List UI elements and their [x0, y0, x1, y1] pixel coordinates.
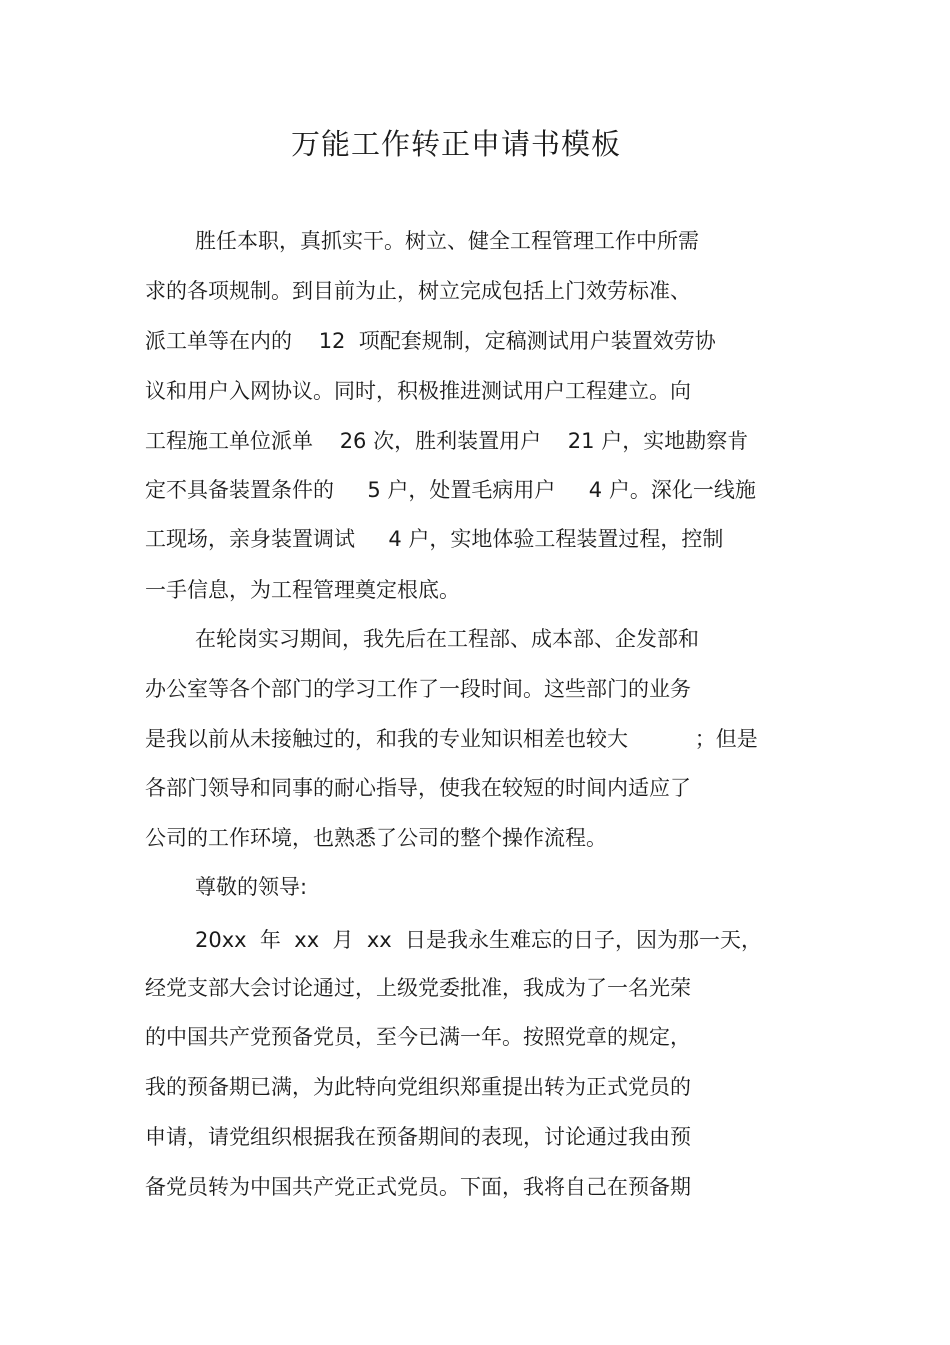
paragraph-line: 一手信息，为工程管理奠定根底。	[145, 578, 460, 602]
paragraph-line: 在轮岗实习期间，我先后在工程部、成本部、企发部和	[195, 627, 699, 651]
paragraph-line: 议和用户入网协议。同时，积极推进测试用户工程建立。向	[145, 379, 691, 403]
paragraph-line: 工现场，亲身装置调试 4 户，实地体验工程装置过程，控制	[145, 527, 724, 551]
paragraph-line: 的中国共产党预备党员，至今已满一年。按照党章的规定，	[145, 1025, 691, 1049]
paragraph-line: 备党员转为中国共产党正式党员。下面，我将自己在预备期	[145, 1175, 691, 1199]
paragraph-line: 各部门领导和同事的耐心指导，使我在较短的时间内适应了	[145, 776, 691, 800]
salutation: 尊敬的领导:	[195, 875, 308, 899]
document-title: 万能工作转正申请书模板	[290, 127, 621, 161]
paragraph-line: 是我以前从未接触过的，和我的专业知识相差也较大 ；但是	[145, 727, 758, 751]
paragraph-line: 我的预备期已满，为此特向党组织郑重提出转为正式党员的	[145, 1075, 691, 1099]
paragraph-line: 办公室等各个部门的学习工作了一段时间。这些部门的业务	[145, 677, 691, 701]
paragraph-line: 定不具备装置条件的 5 户，处置毛病用户 4 户。深化一线施	[145, 478, 756, 502]
paragraph-line: 公司的工作环境，也熟悉了公司的整个操作流程。	[145, 826, 607, 850]
paragraph-line: 申请，请党组织根据我在预备期间的表现，讨论通过我由预	[145, 1125, 691, 1149]
paragraph-line: 经党支部大会讨论通过，上级党委批准，我成为了一名光荣	[145, 976, 691, 1000]
paragraph-line: 派工单等在内的 12 项配套规制，定稿测试用户装置效劳协	[145, 329, 716, 353]
paragraph-line: 胜任本职，真抓实干。树立、健全工程管理工作中所需	[195, 229, 699, 253]
paragraph-line: 求的各项规制。到目前为止，树立完成包括上门效劳标准、	[145, 279, 691, 303]
paragraph-line: 工程施工单位派单 26 次，胜利装置用户 21 户，实地勘察肯	[145, 429, 749, 453]
paragraph-line: 20xx 年 xx 月 xx 日是我永生难忘的日子，因为那一天，	[195, 928, 763, 952]
